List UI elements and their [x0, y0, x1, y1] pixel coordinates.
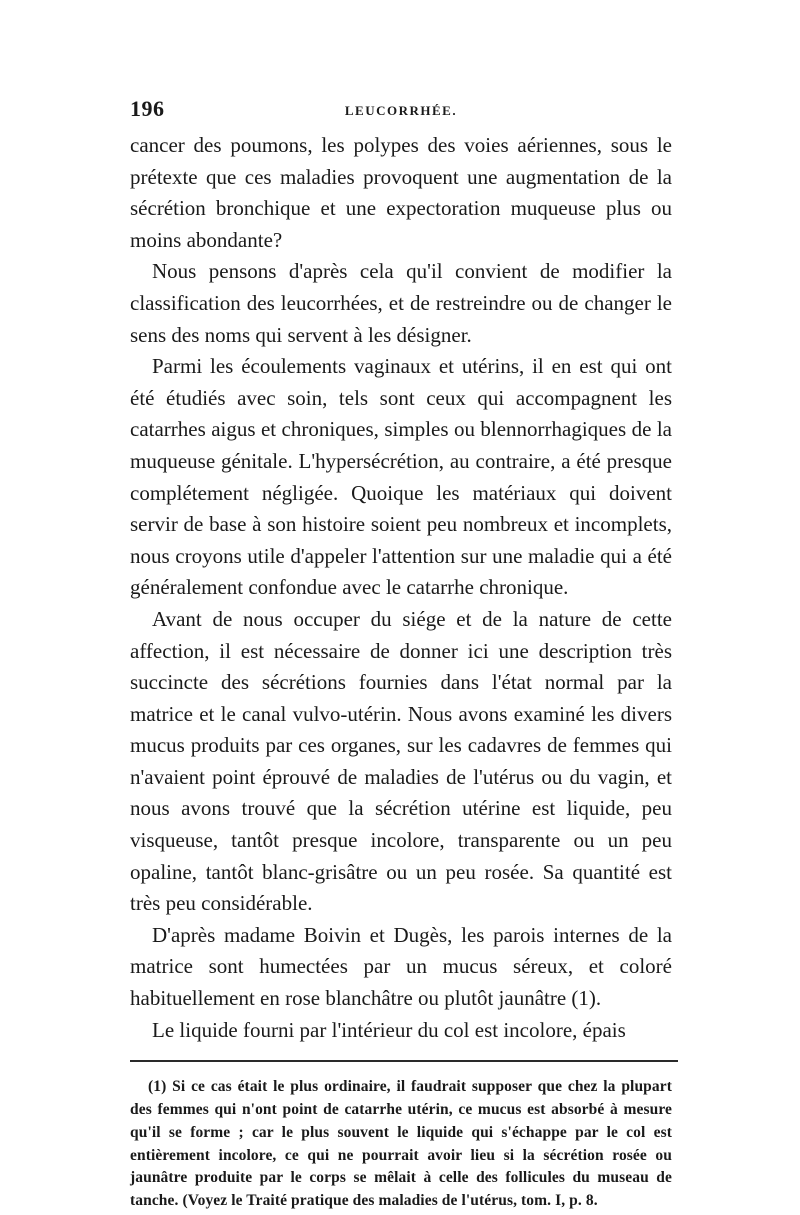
paragraph: Parmi les écoulements vaginaux et utérins, il en est qui ont été étudiés avec soin, tels sont ceux qui accompagnent les catarrhes aigus et chroniques, simples ou blennorrhagiques de la muqueuse génitale. L'hypersécrétion, au contraire, a été presque complétement négligée. Quoique les matériaux qui doivent servir de base à son histoire soient peu nombreux et incomplets, nous croyons utile d'appeler l'attention sur une maladie qui a été généralement confondue avec le catarrhe chronique. [130, 354, 672, 600]
paragraph-continued: cancer des poumons, les polypes des voies aériennes, sous le prétexte que ces maladies provoquent une augmentation de la sécrétion bronchique et une expectoration muqueuse plus ou moins abondante? [130, 133, 672, 252]
page-header [130, 96, 672, 130]
paragraph: Nous pensons d'après cela qu'il convient de modifier la classification des leucorrhées, et de restreindre ou de changer le sens des noms qui servent à les désigner. [130, 259, 672, 347]
paragraph: D'après madame Boivin et Dugès, les parois internes de la matrice sont humectées par un mucus séreux, et coloré habituellement en rose blanchâtre ou plutôt jaunâtre (1). [130, 922, 672, 1011]
running-head: LEUCORRHÉE. [344, 103, 458, 118]
paragraph: Avant de nous occuper du siége et de la nature de cette affection, il est nécessaire de donner ici une description très succincte des sécrétions fournies dans l'état normal par la matrice et le canal vulvo-utérin. Nous avons examiné les divers mucus produits par ces organes, sur les cadavres de femmes qui n'avaient point éprouvé de maladies de l'utérus ou du vagin, et nous avons trouvé que la sécrétion utérine est liquide, peu visqueuse, tantôt presque incolore, transparente ou un peu opaline, tantôt blanc-grisâtre ou un peu rosée. Sa quantité est très peu considérable. [130, 606, 672, 916]
page-number: 196 [130, 96, 165, 121]
book-page [130, 96, 672, 1213]
paragraph: Le liquide fourni par l'intérieur du col est incolore, épais [152, 1017, 626, 1042]
footnote: (1) Si ce cas était le plus ordinaire, il faudrait supposer que chez la plupart des femmes qui n'ont point de catarrhe utérin, ce mucus est absorbé à mesure qu'il se forme ; car le plus souvent le liquide qui s'échappe par le col est entièrement incolore, ce qui ne pourrait avoir lieu si la sécrétion rosée ou jaunâtre produite par le corps se mêlait à celle des follicules du museau de tanche. (Voyez le Traité pratique des maladies de l'utérus, tom. I, p. 8. [130, 1078, 672, 1210]
footnote-divider [130, 1060, 678, 1062]
body-text [130, 130, 672, 1046]
